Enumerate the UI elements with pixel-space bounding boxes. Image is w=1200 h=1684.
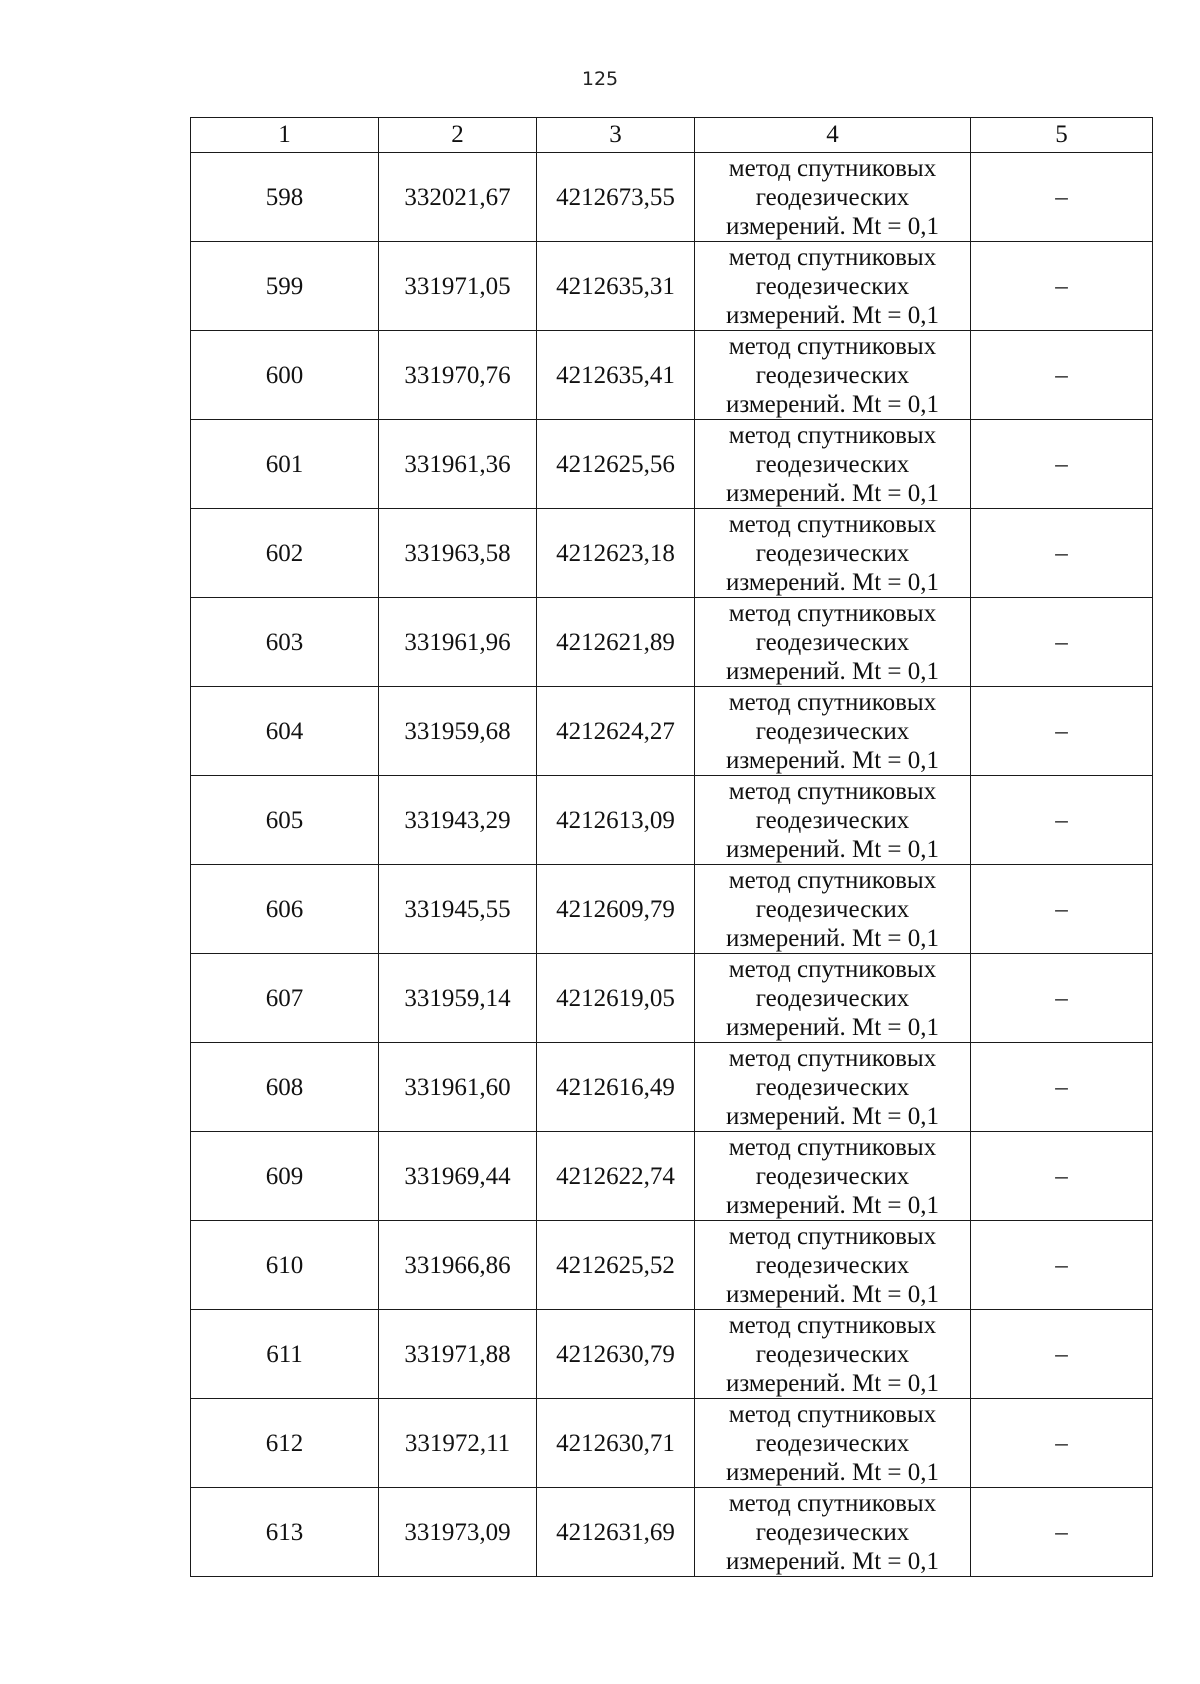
table-row bbox=[191, 1399, 1153, 1488]
measurement-method: метод спутниковых геодезических измерений. Mt = 0,1 bbox=[695, 1221, 971, 1310]
table-row bbox=[191, 331, 1153, 420]
point-number: 604 bbox=[191, 687, 379, 776]
note: – bbox=[971, 598, 1153, 687]
coordinate-y: 4212622,74 bbox=[537, 1132, 695, 1221]
point-number: 606 bbox=[191, 865, 379, 954]
point-number: 607 bbox=[191, 954, 379, 1043]
column-header-3: 3 bbox=[537, 118, 695, 153]
point-number: 602 bbox=[191, 509, 379, 598]
measurement-method: метод спутниковых геодезических измерений. Mt = 0,1 bbox=[695, 420, 971, 509]
measurement-method: метод спутниковых геодезических измерений. Mt = 0,1 bbox=[695, 954, 971, 1043]
table-row bbox=[191, 242, 1153, 331]
measurement-method: метод спутниковых геодезических измерений. Mt = 0,1 bbox=[695, 242, 971, 331]
coordinate-x: 331966,86 bbox=[379, 1221, 537, 1310]
measurement-method: метод спутниковых геодезических измерений. Mt = 0,1 bbox=[695, 1132, 971, 1221]
point-number: 609 bbox=[191, 1132, 379, 1221]
table-row bbox=[191, 687, 1153, 776]
note: – bbox=[971, 1043, 1153, 1132]
table-row bbox=[191, 153, 1153, 242]
measurement-method: метод спутниковых геодезических измерений. Mt = 0,1 bbox=[695, 1310, 971, 1399]
measurement-method: метод спутниковых геодезических измерений. Mt = 0,1 bbox=[695, 687, 971, 776]
note: – bbox=[971, 1399, 1153, 1488]
table-body bbox=[191, 153, 1153, 1577]
note: – bbox=[971, 954, 1153, 1043]
table-row bbox=[191, 420, 1153, 509]
point-number: 600 bbox=[191, 331, 379, 420]
table-row bbox=[191, 1488, 1153, 1577]
coordinate-y: 4212619,05 bbox=[537, 954, 695, 1043]
note: – bbox=[971, 865, 1153, 954]
coordinate-x: 331973,09 bbox=[379, 1488, 537, 1577]
coordinate-x: 331972,11 bbox=[379, 1399, 537, 1488]
coordinate-y: 4212625,52 bbox=[537, 1221, 695, 1310]
page-number: 125 bbox=[581, 68, 619, 90]
coordinate-y: 4212630,71 bbox=[537, 1399, 695, 1488]
note: – bbox=[971, 331, 1153, 420]
table-row bbox=[191, 509, 1153, 598]
point-number: 612 bbox=[191, 1399, 379, 1488]
coordinate-x: 331970,76 bbox=[379, 331, 537, 420]
measurement-method: метод спутниковых геодезических измерений. Mt = 0,1 bbox=[695, 1488, 971, 1577]
coordinate-x: 331963,58 bbox=[379, 509, 537, 598]
note: – bbox=[971, 1132, 1153, 1221]
table-row bbox=[191, 598, 1153, 687]
coordinate-x: 331945,55 bbox=[379, 865, 537, 954]
measurement-method: метод спутниковых геодезических измерений. Mt = 0,1 bbox=[695, 598, 971, 687]
coordinate-y: 4212631,69 bbox=[537, 1488, 695, 1577]
point-number: 613 bbox=[191, 1488, 379, 1577]
measurement-method: метод спутниковых геодезических измерений. Mt = 0,1 bbox=[695, 776, 971, 865]
coordinate-y: 4212613,09 bbox=[537, 776, 695, 865]
column-header-2: 2 bbox=[379, 118, 537, 153]
coordinate-y: 4212673,55 bbox=[537, 153, 695, 242]
coordinate-x: 332021,67 bbox=[379, 153, 537, 242]
coordinate-x: 331943,29 bbox=[379, 776, 537, 865]
coordinate-x: 331961,60 bbox=[379, 1043, 537, 1132]
coordinate-x: 331971,88 bbox=[379, 1310, 537, 1399]
coordinates-table bbox=[190, 117, 1153, 1577]
measurement-method: метод спутниковых геодезических измерений. Mt = 0,1 bbox=[695, 509, 971, 598]
header-row bbox=[191, 118, 1153, 153]
coordinate-x: 331969,44 bbox=[379, 1132, 537, 1221]
measurement-method: метод спутниковых геодезических измерений. Mt = 0,1 bbox=[695, 331, 971, 420]
note: – bbox=[971, 242, 1153, 331]
column-header-5: 5 bbox=[971, 118, 1153, 153]
column-header-4: 4 bbox=[695, 118, 971, 153]
point-number: 601 bbox=[191, 420, 379, 509]
coordinate-y: 4212625,56 bbox=[537, 420, 695, 509]
point-number: 599 bbox=[191, 242, 379, 331]
table-row bbox=[191, 776, 1153, 865]
coordinate-y: 4212621,89 bbox=[537, 598, 695, 687]
coordinate-x: 331961,96 bbox=[379, 598, 537, 687]
note: – bbox=[971, 509, 1153, 598]
note: – bbox=[971, 420, 1153, 509]
point-number: 605 bbox=[191, 776, 379, 865]
note: – bbox=[971, 153, 1153, 242]
table-row bbox=[191, 954, 1153, 1043]
coordinate-y: 4212635,41 bbox=[537, 331, 695, 420]
measurement-method: метод спутниковых геодезических измерений. Mt = 0,1 bbox=[695, 865, 971, 954]
table-row bbox=[191, 1043, 1153, 1132]
point-number: 608 bbox=[191, 1043, 379, 1132]
coordinate-x: 331959,68 bbox=[379, 687, 537, 776]
measurement-method: метод спутниковых геодезических измерений. Mt = 0,1 bbox=[695, 1399, 971, 1488]
note: – bbox=[971, 1488, 1153, 1577]
column-header-1: 1 bbox=[191, 118, 379, 153]
coordinate-y: 4212635,31 bbox=[537, 242, 695, 331]
table-row bbox=[191, 865, 1153, 954]
coordinate-y: 4212616,49 bbox=[537, 1043, 695, 1132]
table-row bbox=[191, 1310, 1153, 1399]
note: – bbox=[971, 1221, 1153, 1310]
coordinate-y: 4212609,79 bbox=[537, 865, 695, 954]
coordinate-x: 331961,36 bbox=[379, 420, 537, 509]
point-number: 611 bbox=[191, 1310, 379, 1399]
coordinate-y: 4212623,18 bbox=[537, 509, 695, 598]
coordinate-y: 4212630,79 bbox=[537, 1310, 695, 1399]
point-number: 610 bbox=[191, 1221, 379, 1310]
coordinate-y: 4212624,27 bbox=[537, 687, 695, 776]
note: – bbox=[971, 1310, 1153, 1399]
table-row bbox=[191, 1221, 1153, 1310]
measurement-method: метод спутниковых геодезических измерений. Mt = 0,1 bbox=[695, 153, 971, 242]
note: – bbox=[971, 687, 1153, 776]
coordinate-x: 331971,05 bbox=[379, 242, 537, 331]
point-number: 603 bbox=[191, 598, 379, 687]
measurement-method: метод спутниковых геодезических измерений. Mt = 0,1 bbox=[695, 1043, 971, 1132]
note: – bbox=[971, 776, 1153, 865]
point-number: 598 bbox=[191, 153, 379, 242]
coordinate-x: 331959,14 bbox=[379, 954, 537, 1043]
table-header bbox=[191, 118, 1153, 153]
table-row bbox=[191, 1132, 1153, 1221]
